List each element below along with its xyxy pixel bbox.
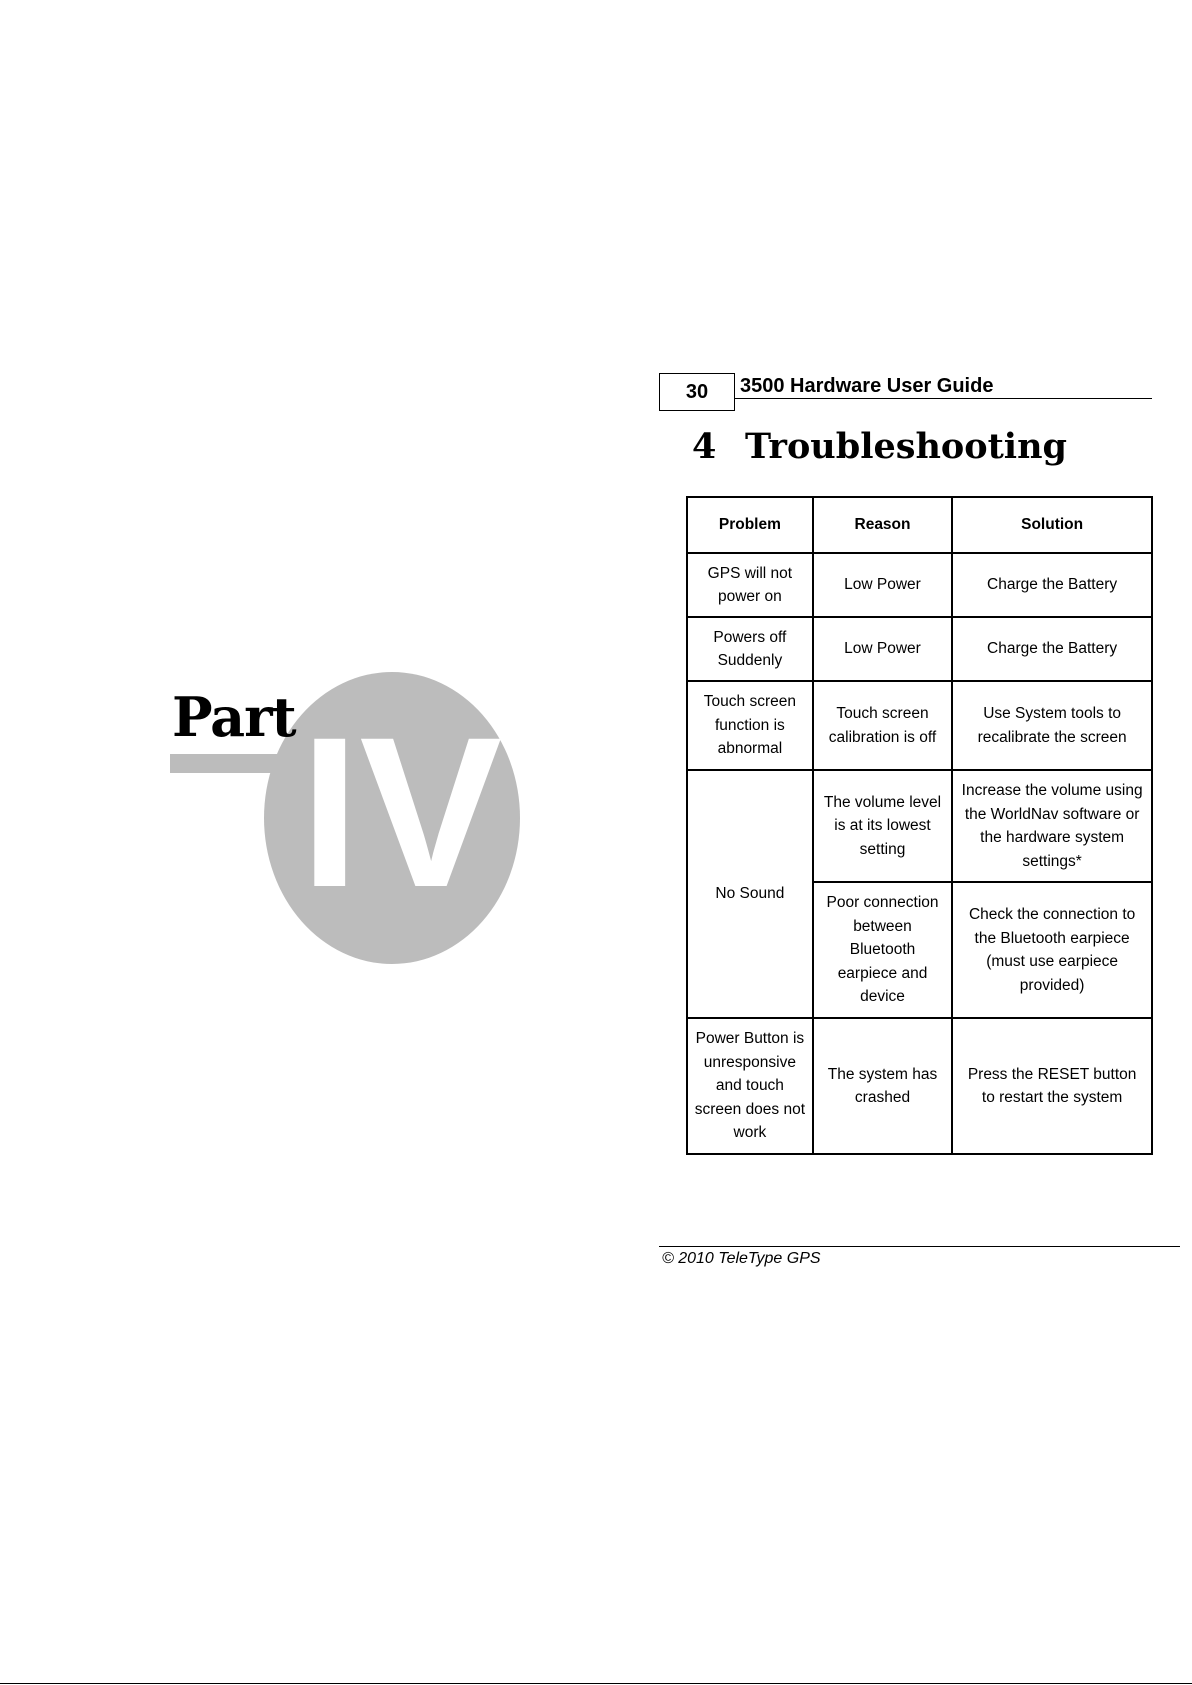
problem-cell: Power Button is unresponsive and touch screen does not work <box>687 1018 813 1154</box>
solution-cell: Increase the volume using the WorldNav software or the hardware system settings* <box>952 770 1152 882</box>
reason-cell: The system has crashed <box>813 1018 952 1154</box>
header-solution: Solution <box>952 497 1152 553</box>
running-header-title: 3500 Hardware User Guide <box>740 375 994 397</box>
chapter-title: Troubleshooting <box>745 426 1067 467</box>
table-row <box>687 617 1152 681</box>
troubleshooting-table <box>686 496 1153 1155</box>
table-header-row <box>687 497 1152 553</box>
reason-cell: The volume level is at its lowest setting <box>813 770 952 882</box>
chapter-number: 4 <box>692 426 717 467</box>
solution-cell: Charge the Battery <box>952 553 1152 617</box>
problem-cell: No Sound <box>687 770 813 1018</box>
header-problem: Problem <box>687 497 813 553</box>
reason-cell: Low Power <box>813 617 952 681</box>
table-row <box>687 553 1152 617</box>
page-bottom-rule <box>0 1683 1192 1684</box>
header-rule <box>735 398 1152 399</box>
solution-cell: Press the RESET button to restart the system <box>952 1018 1152 1154</box>
reason-cell: Low Power <box>813 553 952 617</box>
footer-copyright: © 2010 TeleType GPS <box>662 1250 821 1267</box>
table-row <box>687 681 1152 770</box>
table-row <box>687 1018 1152 1154</box>
header-reason: Reason <box>813 497 952 553</box>
table-row <box>687 770 1152 882</box>
page-number: 30 <box>659 373 735 411</box>
problem-cell: Touch screen function is abnormal <box>687 681 813 770</box>
chapter-heading <box>692 422 1067 472</box>
reason-cell: Poor connection between Bluetooth earpiece and device <box>813 882 952 1018</box>
problem-cell: GPS will not power on <box>687 553 813 617</box>
part-divider-bar <box>170 754 290 773</box>
solution-cell: Use System tools to recalibrate the screen <box>952 681 1152 770</box>
problem-cell: Powers off Suddenly <box>687 617 813 681</box>
footer-rule <box>659 1246 1180 1247</box>
solution-cell: Charge the Battery <box>952 617 1152 681</box>
part-label: Part <box>172 685 296 749</box>
reason-cell: Touch screen calibration is off <box>813 681 952 770</box>
part-numeral: IV <box>300 693 503 932</box>
solution-cell: Check the connection to the Bluetooth earpiece (must use earpiece provided) <box>952 882 1152 1018</box>
